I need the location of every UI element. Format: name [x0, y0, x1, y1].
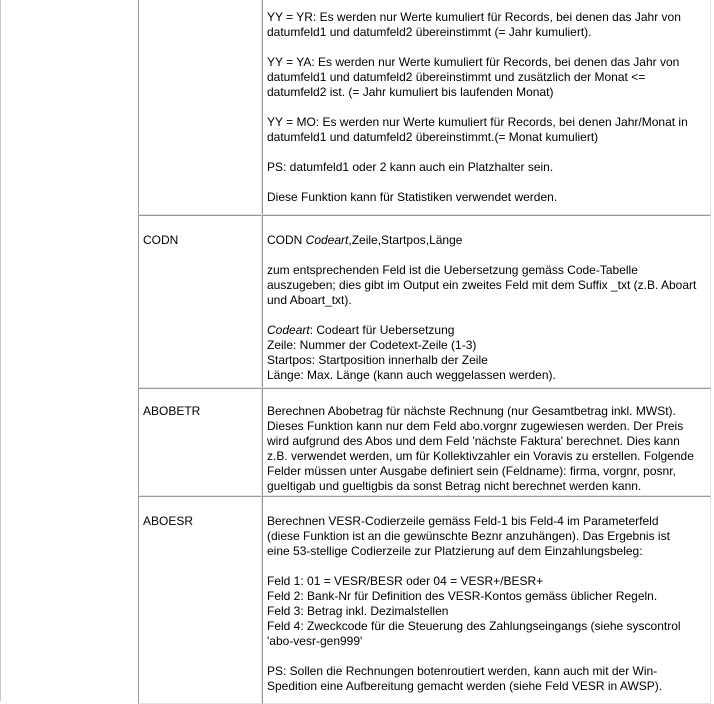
- ps-placeholder-note: PS: datumfeld1 oder 2 kann auch ein Platzhalter sein.: [267, 160, 554, 174]
- yr-line-1: YY = YR: Es werden nur Werte kumuliert für Records, bei denen das Jahr von: [267, 10, 681, 24]
- codn-param-zeile: Zeile: Nummer der Codetext-Zeile (1-3): [267, 338, 477, 352]
- ya-line-2: datumfeld1 und datumfeld2 übereinstimmt und zusätzlich der Monat <=: [267, 70, 646, 84]
- abobetr-line-4: z.B. verwendet werden, um für Kollektivzahler ein Voravis zu erstellen. Folgende: [267, 449, 694, 463]
- row1-description: [267, 10, 707, 205]
- codn-param-startpos: Startpos: Startposition innerhalb der Zeile: [267, 353, 488, 367]
- codn-desc-line-3: und Aboart_txt).: [267, 293, 352, 307]
- codn-desc-line-1: zum entsprechenden Feld ist die Uebersetzung gemäss Code-Tabelle: [267, 263, 638, 277]
- abobetr-line-5: Felder müssen unter Ausgabe definiert sein (Feldname): firma, vorgnr, posnr,: [267, 464, 676, 478]
- table-row-abobetr: [138, 388, 711, 496]
- codn-param-laenge: Länge: Max. Länge (kann auch weggelassen werden).: [267, 368, 556, 382]
- function-name-codn: CODN: [143, 233, 179, 247]
- aboesr-line-3: eine 53-stellige Codierzeile zur Platzierung auf dem Einzahlungsbeleg:: [267, 544, 643, 558]
- codn-syntax-params: ,Zeile,Startpos,Länge: [348, 233, 463, 247]
- aboesr-ps-line-1: PS: Sollen die Rechnungen botenroutiert werden, kann auch mit der Win-: [267, 664, 658, 678]
- name-cell: [138, 0, 262, 215]
- aboesr-line-1: Berechnen VESR-Codierzeile gemäss Feld-1 bis Feld-4 im Parameterfeld: [267, 514, 659, 528]
- codn-param-codeart: [267, 323, 707, 338]
- aboesr-feld-2: Feld 2: Bank-Nr für Definition des VESR-Kontos gemäss üblicher Regeln.: [267, 589, 658, 603]
- abobetr-line-6: gueltigab und gueltigbis da sonst Betrag nicht berechnet werden kann.: [267, 479, 642, 493]
- codn-syntax-keyword: CODN: [267, 233, 306, 247]
- aboesr-feld-4-cont: 'abo-vesr-gen999': [267, 634, 363, 648]
- aboesr-ps-line-2: Spedition eine Aufbereitung gemacht werden (siehe Feld VESR in AWSP).: [267, 679, 663, 693]
- mo-line-1: YY = MO: Es werden nur Werte kumuliert für Records, bei denen Jahr/Monat in: [267, 115, 688, 129]
- table-row-aboesr: [138, 496, 711, 704]
- aboesr-feld-3: Feld 3: Betrag inkl. Dezimalstellen: [267, 604, 449, 618]
- table-row-cumulation: [138, 0, 711, 215]
- aboesr-feld-4: Feld 4: Zweckcode für die Steuerung des Zahlungseingangs (siehe syscontrol: [267, 619, 681, 633]
- abobetr-line-3: wird aufgrund des Abos und dem Feld 'nächste Faktura' berechnet. Dies kann: [267, 434, 680, 448]
- codn-desc-line-2: auszugeben; dies gibt im Output ein zweites Feld mit dem Suffix _txt (z.B. Aboart: [267, 278, 697, 292]
- ya-line-1: YY = YA: Es werden nur Werte kumuliert für Records, bei denen das Jahr von: [267, 55, 680, 69]
- codn-param-codeart-text: : Codeart für Uebersetzung: [309, 323, 455, 337]
- left-border-line: [0, 0, 1, 701]
- function-table: [138, 0, 711, 701]
- codn-syntax-codeart: Codeart: [305, 233, 349, 247]
- aboesr-description: [267, 514, 707, 694]
- abobetr-line-2: Dieses Funktion kann nur dem Feld abo.vorgnr zugewiesen werden. Der Preis: [267, 419, 684, 433]
- abobetr-line-1: Berechnen Abobetrag für nächste Rechnung (nur Gesamtbetrag inkl. MWSt).: [267, 404, 676, 418]
- ya-line-3: datumfeld2 ist. (= Jahr kumuliert bis laufenden Monat): [267, 85, 554, 99]
- statistics-note: Diese Funktion kann für Statistiken verwendet werden.: [267, 190, 558, 204]
- function-name-abobetr: ABOBETR: [143, 404, 201, 418]
- codn-syntax: [267, 233, 707, 248]
- codn-description: [267, 233, 707, 383]
- table-row-codn: [138, 215, 711, 388]
- aboesr-line-2: (diese Funktion ist an die gewünschte Beznr anzuhängen). Das Ergebnis ist: [267, 529, 670, 543]
- function-name-aboesr: ABOESR: [143, 514, 194, 528]
- mo-line-2: datumfeld1 und datumfeld2 übereinstimmt.(= Monat kumuliert): [267, 130, 599, 144]
- aboesr-feld-1: Feld 1: 01 = VESR/BESR oder 04 = VESR+/BESR+: [267, 574, 544, 588]
- yr-line-2: datumfeld1 und datumfeld2 übereinstimmt (= Jahr kumuliert).: [267, 25, 592, 39]
- abobetr-description: [267, 404, 707, 494]
- codn-param-codeart-label: Codeart: [267, 323, 310, 337]
